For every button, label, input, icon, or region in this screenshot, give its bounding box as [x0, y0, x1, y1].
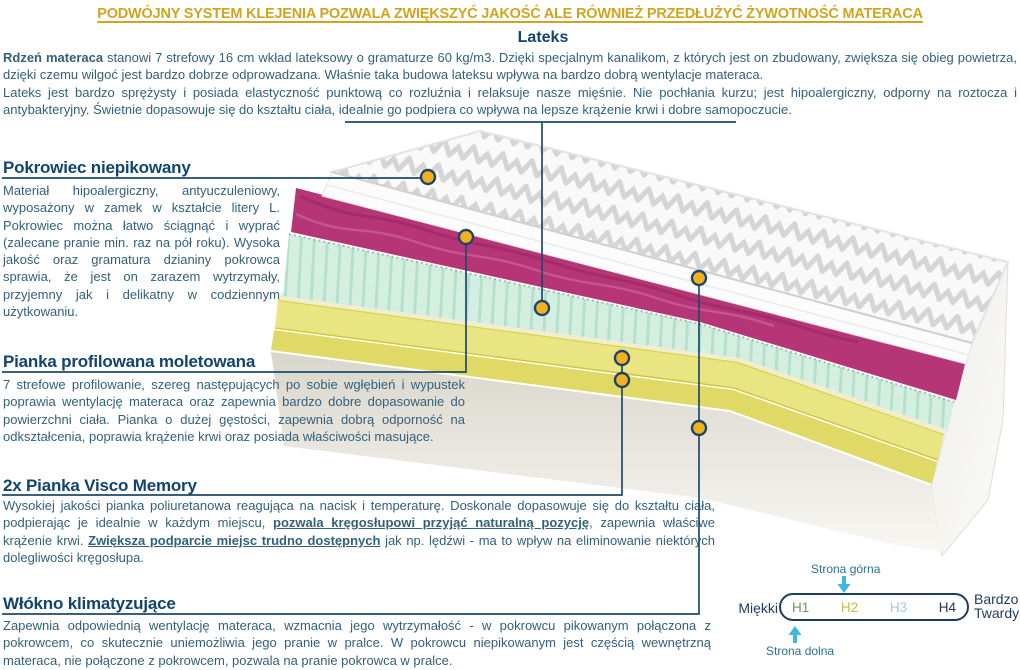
visco-underlined-2: Zwiększa podparcie miejsc trudno dostępnych [88, 532, 381, 548]
pokrowiec-paragraph: Materiał hipoalergiczny, antyuczuleniowy, wyposażony w zamek w kształcie litery L. Pokrowiec można łatwo ściągnąć i wyprać (zalecane pranie min. raz na pół roku). Wysoka jakość oraz gramatura dzianiny pokrowca sprawia, że jest on zarazem wytrzymały, przyjemny jak i delikatny w codziennym użytkowaniu. [3, 183, 280, 320]
banner-heading: PODWÓJNY SYSTEM KLEJENIA POZWALA ZWIĘKSZYĆ JAKOŚĆ ALE RÓWNIEŻ PRZEDŁUŻYĆ ŻYWOTNOŚĆ MATERACA [97, 6, 923, 22]
lateks-paragraph-lead: Rdzeń materaca [3, 50, 104, 65]
wlokno-paragraph: Zapewnia odpowiednią wentylację materaca, wzmacnia jego wytrzymałość - w pokrowcu pikowanym połączona z pokrowcem, co skutecznie uniemożliwia jego pranie w pralce. W pokrowcu niepikowanym jest częścią wewnętrzną materaca, nie połączone z pokrowcem, pozwala na pranie pokrowca w pralce. [3, 618, 711, 668]
section-title-pianka: Pianka profilowana moletowana [3, 352, 256, 371]
visco-text-3: jak np. lędźwi - ma to wpływ na eliminowanie niektórych dolegliwości kręgosłupa. [3, 532, 716, 565]
section-title-visco: 2x Pianka Visco Memory [3, 476, 197, 495]
hardness-level-h3: H3 [889, 599, 908, 615]
hardness-level-h1: H1 [792, 599, 810, 615]
hardness-level-h4: H4 [938, 599, 956, 615]
soft-label: Miękki [738, 600, 778, 616]
hardness-scale [779, 593, 969, 621]
pianka-paragraph: 7 strefowe profilowanie, szereg następujących po sobie wgłębień i wypustek poprawia wentylację materaca oraz zapewnia bardzo dobre dopasowanie do powierzchni ciała. Pianka o dużej gęstości, zapewnia dobrą odporność na odkształcenia, poprawia krążenie krwi oraz posiada właściwości masujące. [3, 377, 465, 444]
lateks-paragraph-rest: stanowi 7 strefowy 16 cm wkład lateksowy o gramaturze 60 kg/m3. Dzięki specjalnym kanalikom, z których jest on zbudowany, zwiększa się obieg powietrza, dzięki czemu wilgoć jest bardzo dobrze odprowadzana. Właśnie taka budowa lateksu wpływa na bardzo dobrą wentylacje materaca. [3, 50, 1017, 83]
hardness-level-h2: H2 [840, 599, 859, 615]
section-title-lateks: Lateks [517, 29, 569, 46]
visco-paragraph [3, 497, 715, 566]
visco-underlined-1: pozwala kręgosłupowi przyjąć naturalną pozycję [273, 515, 590, 531]
section-title-wlokno: Włókno klimatyzujące [3, 594, 176, 613]
visco-text-2: , zapewnia właściwe krążenie krwi. [3, 515, 715, 548]
very-hard-label: Bardzo Twardy [974, 591, 1020, 621]
upper-side-label: Strona górna [811, 562, 881, 576]
section-title-pokrowiec: Pokrowiec niepikowany [3, 158, 191, 177]
lateks-paragraph [3, 49, 1017, 118]
visco-text-1: Wysokiej jakości pianka poliuretanowa reagująca na nacisk i temperaturę. Doskonale dopasowuje się do kształtu ciała, podpierając je idealnie w każdym miejscu, [3, 498, 715, 531]
lower-side-label: Strona dolna [766, 644, 835, 658]
lateks-paragraph-2: Lateks jest bardzo sprężysty i posiada elastyczność punktową co rozluźnia i relaksuje nasze mięśnie. Nie pochłania kurzu; jest hipoalergiczny, odporny na roztocza i antybakteryjny. Świetnie dopasowuje się do kształtu ciała, idealnie go podpiera co wpływa na lepsze krążenie krwi i dobre samopoczucie. [3, 84, 1017, 117]
